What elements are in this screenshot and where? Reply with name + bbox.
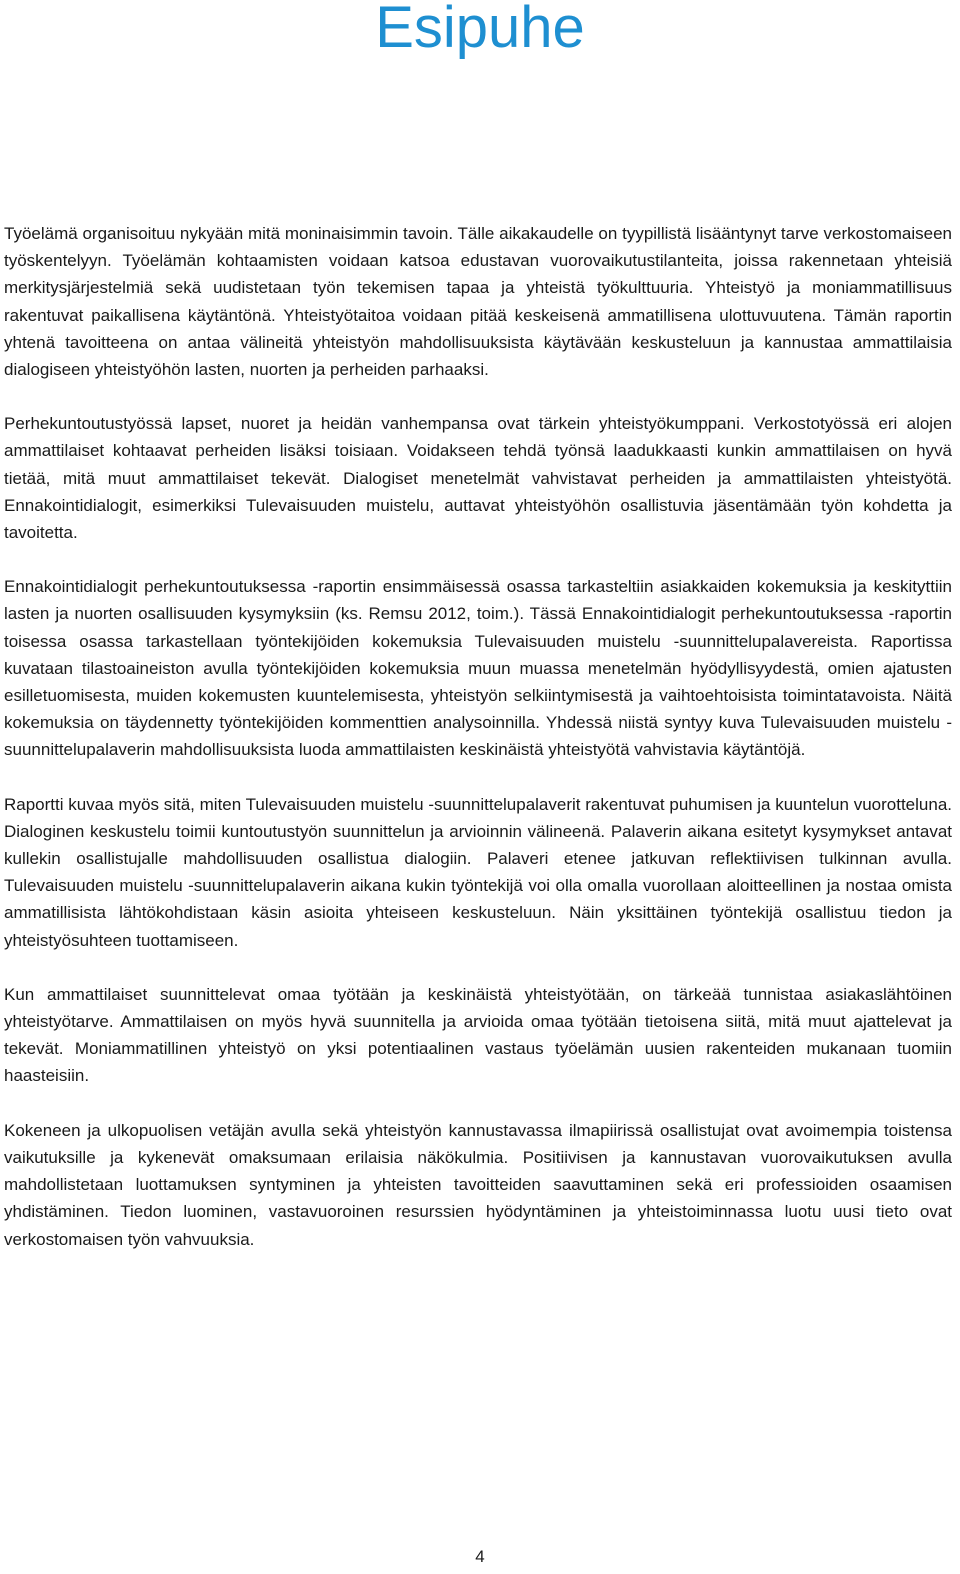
paragraph-3: Ennakointidialogit perhekuntoutuksessa -raportin ensimmäisessä osassa tarkasteltiin asiakkaiden kokemuksia ja keskityttiin lasten ja nuorten osallisuuden kysymyksiin (ks. Remsu 2012, toim.). Tässä Ennakointidialogit perhekuntoutuksessa -raportin toisessa osassa tarkastellaan työntekijöiden kokemuksia Tulevaisuuden muistelu -suunnittelupalavereista. Raportissa kuvataan tilastoaineiston avulla työntekijöiden kokemuksia muun muassa menetelmän hyödyllisyydestä, omien ajatusten esilletuomisesta, muiden kokemusten kuuntelemisesta, yhteistyön selkiintymisestä ja vaihtoehtoisista toimintatavoista. Näitä kokemuksia on täydennetty työntekijöiden kommenttien analysoinnilla. Yhdessä niistä syntyy kuva Tulevaisuuden muistelu -suunnittelupalaverin mahdollisuuksista luoda ammattilaisten keskinäistä yhteistyötä vahvistavia käytäntöjä. — [4, 577, 952, 760]
paragraph-5: Kun ammattilaiset suunnittelevat omaa työtään ja keskinäistä yhteistyötään, on tärkeää tunnistaa asiakaslähtöinen yhteistyötarve. Ammattilaisen on myös hyvä suunnitella ja arvioida omaa työtään tietoisena siitä, mitä muut ajattelevat ja tekevät. Moniammatillinen yhteistyö on yksi potentiaalinen vastaus työelämän uusien rakenteiden mukanaan tuomiin haasteisiin. — [4, 984, 952, 1086]
page-title: Esipuhe — [375, 0, 585, 60]
paragraph-1: Työelämä organisoituu nykyään mitä moninaisimmin tavoin. Tälle aikakaudelle on tyypillistä lisääntynyt tarve verkostomaiseen työskentelyyn. Työelämän kohtaamisten voidaan katsoa edustavan vuorovaikutustilanteita, joissa rakennetaan yhteisiä merkitysjärjestelmiä sekä uudistetaan työn tekemisen tapaa ja yhteistä työkulttuuria. Yhteistyö ja moniammatillisuus rakentuvat paikallisena käytäntönä. Yhteistyötaitoa voidaan pitää keskeisenä ammatillisena ulottuvuutena. Tämän raportin yhtenä tavoitteena on antaa välineitä yhteistyön mahdollisuuksista käytävään keskusteluun ja kannustaa ammattilaisia dialogiseen yhteistyöhön lasten, nuorten ja perheiden parhaaksi. — [4, 224, 952, 380]
paragraph-2: Perhekuntoutustyössä lapset, nuoret ja heidän vanhempansa ovat tärkein yhteistyökumppani. Verkostotyössä eri alojen ammattilaiset kohtaavat perheiden lisäksi toisiaan. Voidakseen tehdä työnsä laadukkaasti kunkin ammattilaisen on hyvä tietää, mitä muut ammattilaiset tekevät. Dialogiset menetelmät vahvistavat perheiden ja ammattilaisten yhteistyötä. Ennakointidialogit, esimerkiksi Tulevaisuuden muistelu, auttavat yhteistyöhön osallistuvia jäsentämään työn kohdetta ja tavoitetta. — [4, 414, 952, 543]
paragraph-6: Kokeneen ja ulkopuolisen vetäjän avulla sekä yhteistyön kannustavassa ilmapiirissä osallistujat ovat avoimempia toistensa vaikutuksille ja kykenevät omaksumaan erilaisia näkökulmia. Positiivisen ja kannustavan vuorovaikutuksen avulla mahdollistetaan luottamuksen syntyminen ja yhteisten tavoitteiden saavuttaminen sekä eri professioiden osaamisen yhdistäminen. Tiedon luominen, vastavuoroinen resurssien hyödyntäminen ja yhteistoiminnassa luotu uusi tieto ovat verkostomaisen työn vahvuuksia. — [4, 1120, 952, 1249]
page-number: 4 — [475, 1547, 485, 1566]
paragraph-4: Raportti kuvaa myös sitä, miten Tulevaisuuden muistelu -suunnittelupalaverit rakentuvat puhumisen ja kuuntelun vuorotteluna. Dialoginen keskustelu toimii kuntoutustyön suunnittelun ja arvioinnin välineenä. Palaverin aikana esitetyt kysymykset antavat kullekin osallistujalle mahdollisuuden osallistua dialogiin. Palaveri etenee jatkuvan reflektiivisen tulkinnan avulla. Tulevaisuuden muistelu -suunnittelupalaverin aikana kukin työntekijä voi olla omalla vuorollaan aloitteellinen ja nostaa omista ammatillisista lähtökohdistaan käsin asioita yhteiseen keskusteluun. Näin yksittäinen työntekijä osallistuu tiedon ja yhteistyösuhteen tuottamiseen. — [4, 794, 952, 950]
body-text — [4, 220, 952, 1280]
